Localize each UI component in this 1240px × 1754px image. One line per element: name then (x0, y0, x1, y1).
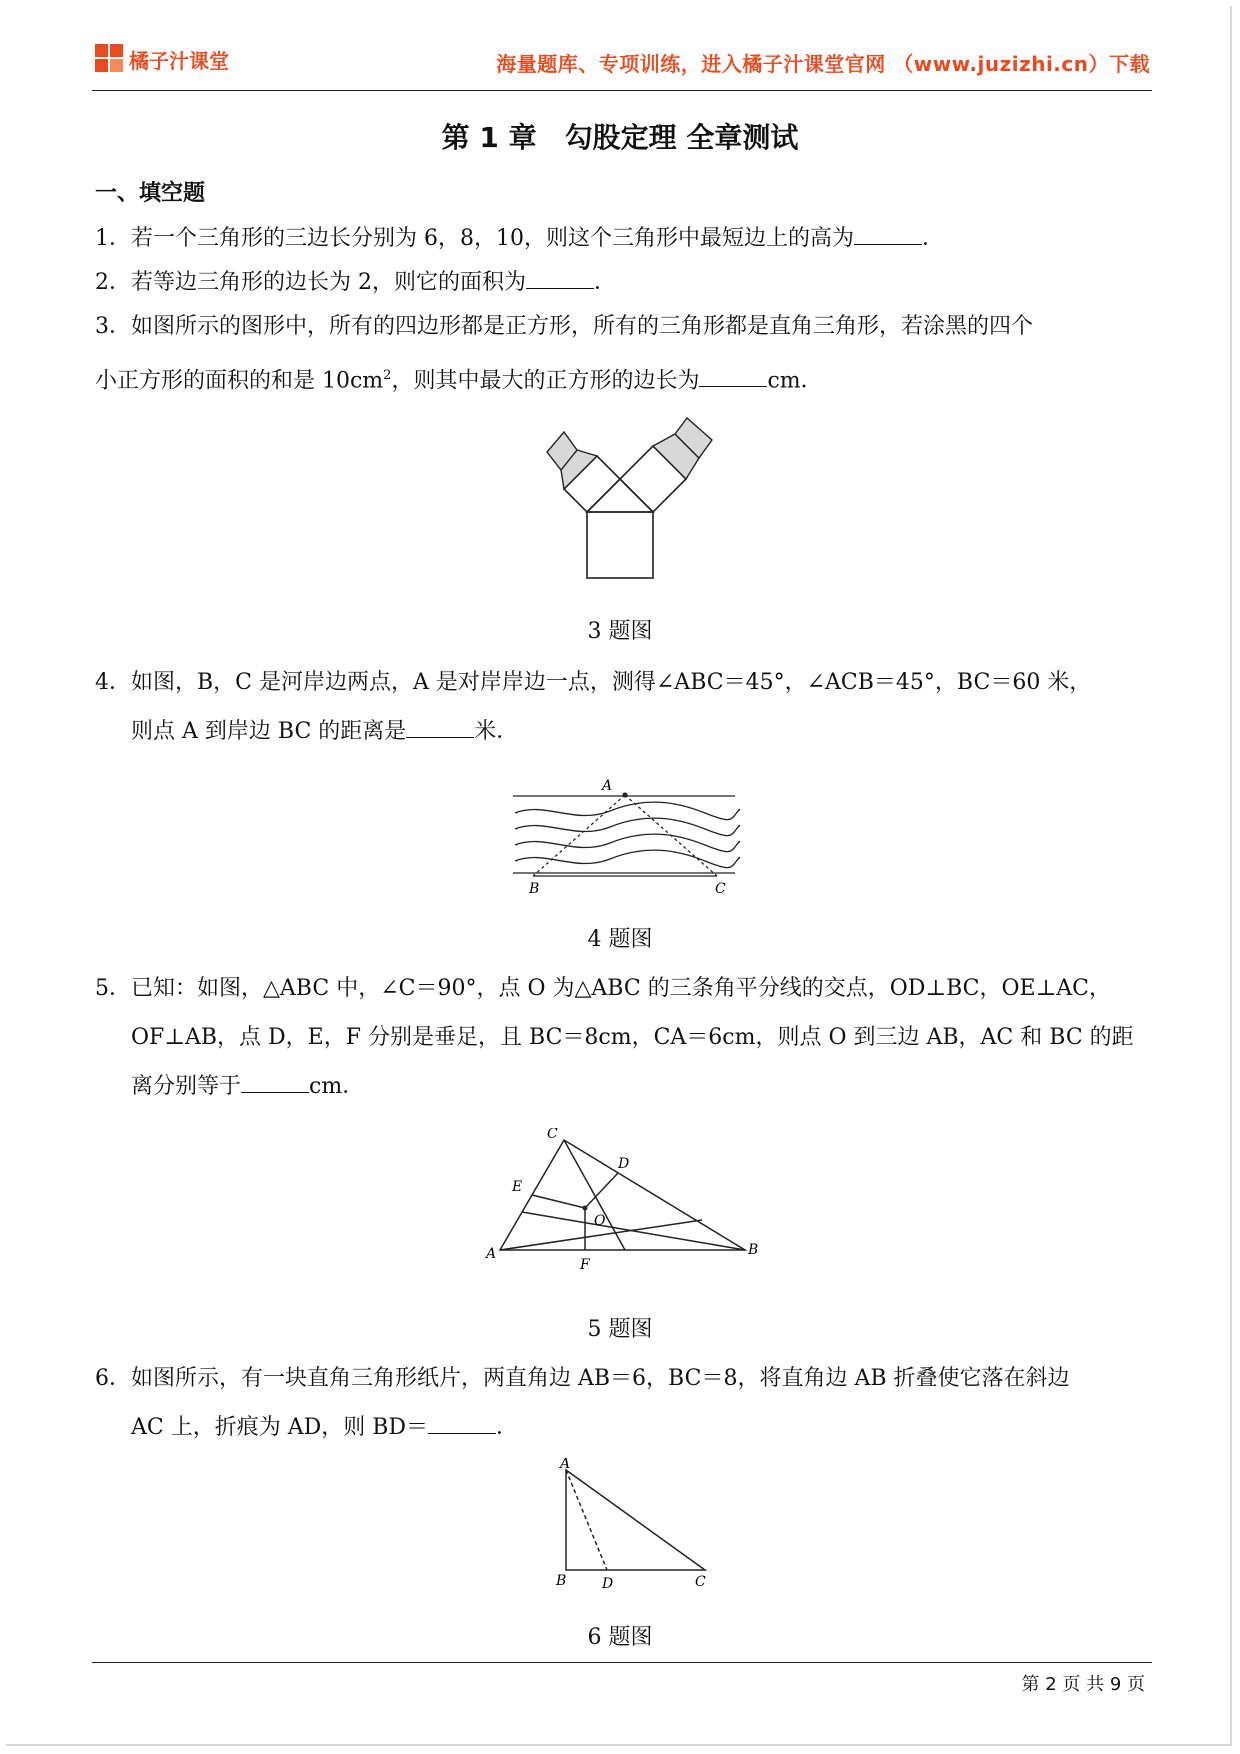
water-wave (515, 834, 740, 852)
label-f: F (580, 1257, 590, 1273)
bisector-from-b (522, 1212, 745, 1250)
question-text-line2b: ，则其中最大的正方形的边长为 (391, 368, 700, 394)
question-5 (95, 964, 1155, 1111)
label-b: B (748, 1242, 759, 1258)
point-o (583, 1206, 588, 1211)
question-4 (95, 658, 1155, 756)
question-tail: ． (594, 270, 617, 295)
page-header (95, 44, 1150, 84)
question-text: 若等边三角形的边长为 2，则它的面积为 (131, 270, 526, 295)
point-a (623, 793, 628, 798)
answer-blank (406, 715, 474, 738)
question-text-line2: AC 上，折痕为 AD，则 BD＝ (131, 1415, 429, 1440)
question-text-line2: 则点 A 到岸边 BC 的距离是 (131, 719, 407, 744)
section-heading: 一、填空题 (95, 181, 206, 206)
question-6 (95, 1354, 1155, 1452)
segment-od (585, 1173, 618, 1208)
question-text-line1: 如图所示，有一块直角三角形纸片，两直角边 AB＝6，BC＝8，将直角边 AB 折叠使它落在斜边 (131, 1366, 1070, 1391)
figure-3-caption: 3 题图 (587, 619, 653, 644)
question-1 (95, 214, 1155, 263)
label-e: E (512, 1179, 523, 1195)
question-text-line1: 已知：如图，△ABC 中，∠C＝90°，点 O 为△ABC 的三条角平分线的交点，OD⊥BC，OE⊥AC， (131, 976, 1111, 1001)
figure-4-river (505, 773, 750, 903)
center-triangle (587, 479, 653, 512)
question-text-line3: 离分别等于 (131, 1074, 242, 1099)
header-slogan: 海量题库、专项训练，进入橘子汁课堂官网 （www.juzizhi.cn）下载 (496, 52, 1150, 76)
question-text-line1: 如图，B，C 是河岸边两点，A 是对岸岸边一点，测得∠ABC＝45°，∠ACB＝45°，BC＝60 米， (131, 670, 1092, 695)
triangle-abc (566, 1470, 705, 1570)
water-wave (515, 850, 740, 868)
question-text-line2: 小正方形的面积的和是 10cm (95, 368, 384, 394)
water-wave (515, 802, 740, 820)
label-d: D (618, 1156, 630, 1172)
question-tail: cm． (767, 368, 823, 394)
page-title: 第 1 章 勾股定理 全章测试 (441, 121, 799, 154)
segment-oe (532, 1195, 585, 1208)
answer-blank (428, 1411, 496, 1434)
footer-divider (92, 1662, 1152, 1663)
question-number: 1． (95, 226, 131, 251)
figure-3-pythagoras-tree (515, 410, 730, 585)
brand-name: 橘子汁课堂 (129, 48, 229, 73)
page-number: 第 2 页 共 9 页 (1021, 1674, 1145, 1695)
label-c: C (547, 1128, 558, 1142)
question-3 (95, 302, 1155, 405)
question-number: 6． (95, 1366, 131, 1391)
label-o: O (594, 1213, 606, 1229)
question-number: 3． (95, 314, 131, 339)
answer-blank (241, 1070, 309, 1093)
label-a: A (602, 778, 613, 794)
bisector-from-c (564, 1140, 625, 1250)
figure-5-caption: 5 题图 (587, 1317, 653, 1342)
largest-square (587, 512, 653, 578)
label-b: B (556, 1573, 567, 1589)
question-number: 4． (95, 670, 131, 695)
superscript: 2 (383, 368, 392, 383)
question-text-line1: 如图所示的图形中，所有的四边形都是正方形，所有的三角形都是直角三角形，若涂黑的四个 (131, 314, 1034, 339)
label-d: D (602, 1576, 614, 1592)
question-tail: ． (496, 1415, 519, 1440)
brand-logo (95, 44, 229, 74)
label-a: A (560, 1458, 571, 1472)
question-number: 5． (95, 976, 131, 1001)
question-tail: ． (921, 226, 944, 251)
answer-blank (526, 266, 594, 289)
figure-5-triangle-incenter (480, 1128, 770, 1278)
question-tail: cm． (309, 1074, 365, 1099)
header-divider (92, 90, 1152, 91)
label-a: A (486, 1246, 497, 1262)
question-text: 若一个三角形的三边长分别为 6，8，10，则这个三角形中最短边上的高为 (131, 226, 854, 251)
question-2 (95, 258, 1155, 307)
water-wave (515, 818, 740, 836)
figure-4-caption: 4 题图 (587, 927, 653, 952)
question-tail: 米． (474, 719, 519, 744)
label-c: C (695, 1574, 706, 1590)
label-b: B (529, 881, 540, 897)
figure-6-right-triangle (550, 1458, 720, 1593)
logo-squares-icon (95, 44, 125, 74)
label-c: C (715, 881, 726, 897)
answer-blank (854, 222, 922, 245)
question-text-line2: OF⊥AB，点 D，E，F 分别是垂足，且 BC＝8cm，CA＝6cm，则点 O 到三边 AB，AC 和 BC 的距 (131, 1025, 1134, 1050)
question-number: 2． (95, 270, 131, 295)
answer-blank (699, 364, 767, 387)
figure-6-caption: 6 题图 (587, 1625, 653, 1650)
